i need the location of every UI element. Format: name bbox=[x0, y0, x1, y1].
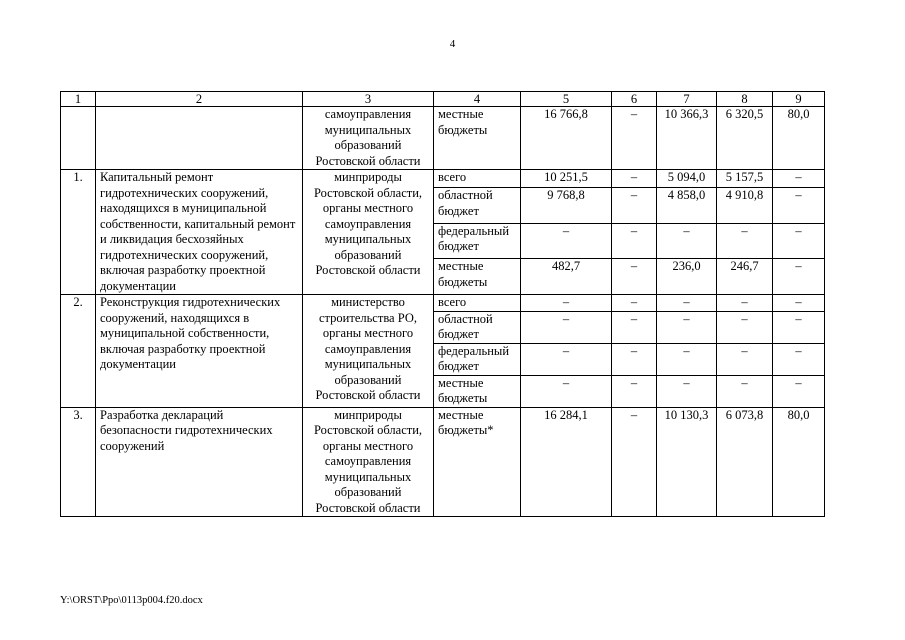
value-cell: – bbox=[773, 295, 825, 312]
value-cell: – bbox=[773, 188, 825, 224]
measure-name-cell bbox=[96, 107, 303, 170]
source-cell: областной бюджет bbox=[434, 311, 521, 343]
value-cell: 9 768,8 bbox=[521, 188, 612, 224]
value-cell: – bbox=[612, 295, 657, 312]
header-cell: 2 bbox=[96, 92, 303, 107]
file-path-footer: Y:\ORST\Ppo\0113p004.f20.docx bbox=[60, 595, 203, 606]
budget-table bbox=[60, 91, 825, 517]
value-cell: 5 094,0 bbox=[657, 170, 717, 188]
header-cell: 1 bbox=[61, 92, 96, 107]
header-cell: 3 bbox=[303, 92, 434, 107]
header-cell: 4 bbox=[434, 92, 521, 107]
value-cell: 4 858,0 bbox=[657, 188, 717, 224]
value-cell: – bbox=[612, 407, 657, 517]
row-number-cell bbox=[61, 107, 96, 170]
value-cell: – bbox=[773, 343, 825, 375]
value-cell: – bbox=[657, 343, 717, 375]
value-cell: – bbox=[612, 375, 657, 407]
value-cell: – bbox=[521, 343, 612, 375]
value-cell: – bbox=[717, 295, 773, 312]
value-cell: – bbox=[717, 343, 773, 375]
value-cell: – bbox=[612, 107, 657, 170]
value-cell: – bbox=[657, 375, 717, 407]
value-cell: 482,7 bbox=[521, 259, 612, 295]
header-cell: 5 bbox=[521, 92, 612, 107]
value-cell: – bbox=[717, 375, 773, 407]
value-cell: 16 284,1 bbox=[521, 407, 612, 517]
header-cell: 7 bbox=[657, 92, 717, 107]
executor-cell: минприроды Ростовской области, органы местного самоуправления муниципальных образований Ростовской области bbox=[303, 407, 434, 517]
value-cell: – bbox=[717, 311, 773, 343]
value-cell: – bbox=[773, 223, 825, 259]
value-cell: – bbox=[657, 311, 717, 343]
source-cell: федеральный бюджет bbox=[434, 343, 521, 375]
header-cell: 6 bbox=[612, 92, 657, 107]
value-cell: 6 073,8 bbox=[717, 407, 773, 517]
value-cell: – bbox=[773, 259, 825, 295]
value-cell: 6 320,5 bbox=[717, 107, 773, 170]
value-cell: – bbox=[657, 223, 717, 259]
value-cell: – bbox=[612, 223, 657, 259]
value-cell: – bbox=[612, 259, 657, 295]
value-cell: – bbox=[773, 311, 825, 343]
source-cell: федеральный бюджет bbox=[434, 223, 521, 259]
value-cell: 10 130,3 bbox=[657, 407, 717, 517]
source-cell: местные бюджеты* bbox=[434, 407, 521, 517]
executor-cell: минприроды Ростовской области, органы местного самоуправления муниципальных образований Ростовской области bbox=[303, 170, 434, 295]
table-row bbox=[61, 295, 825, 312]
value-cell: – bbox=[657, 295, 717, 312]
value-cell: 10 366,3 bbox=[657, 107, 717, 170]
continuation-row bbox=[61, 107, 825, 170]
value-cell: 4 910,8 bbox=[717, 188, 773, 224]
table-row bbox=[61, 170, 825, 188]
value-cell: – bbox=[612, 311, 657, 343]
executor-cell: министерство строительства РО, органы местного самоуправления муниципальных образований Ростовской области bbox=[303, 295, 434, 408]
table-row bbox=[61, 407, 825, 517]
measure-name-cell: Капитальный ремонт гидротехнических сооружений, находящихся в муниципальной собственности, капитальный ремонт и ликвидация бесхозяйных гидротехнических сооружений, включая разработку проектной документации bbox=[96, 170, 303, 295]
value-cell: – bbox=[612, 170, 657, 188]
measure-name-cell: Разработка деклараций безопасности гидротехнических сооружений bbox=[96, 407, 303, 517]
source-cell: всего bbox=[434, 295, 521, 312]
value-cell: 80,0 bbox=[773, 407, 825, 517]
header-cell: 8 bbox=[717, 92, 773, 107]
value-cell: – bbox=[612, 343, 657, 375]
source-cell: местные бюджеты bbox=[434, 259, 521, 295]
value-cell: 10 251,5 bbox=[521, 170, 612, 188]
value-cell: 246,7 bbox=[717, 259, 773, 295]
source-cell: областной бюджет bbox=[434, 188, 521, 224]
value-cell: – bbox=[521, 295, 612, 312]
row-number-cell: 1. bbox=[61, 170, 96, 295]
header-row bbox=[61, 92, 825, 107]
value-cell: – bbox=[612, 188, 657, 224]
value-cell: – bbox=[521, 223, 612, 259]
row-number-cell: 2. bbox=[61, 295, 96, 408]
value-cell: 16 766,8 bbox=[521, 107, 612, 170]
header-cell: 9 bbox=[773, 92, 825, 107]
value-cell: – bbox=[717, 223, 773, 259]
source-cell: всего bbox=[434, 170, 521, 188]
value-cell: – bbox=[773, 375, 825, 407]
row-number-cell: 3. bbox=[61, 407, 96, 517]
value-cell: 236,0 bbox=[657, 259, 717, 295]
measure-name-cell: Реконструкция гидротехнических сооружений, находящихся в муниципальной собственности, включая разработку проектной документации bbox=[96, 295, 303, 408]
source-cell: местные бюджеты bbox=[434, 107, 521, 170]
value-cell: – bbox=[521, 311, 612, 343]
value-cell: – bbox=[773, 170, 825, 188]
value-cell: – bbox=[521, 375, 612, 407]
executor-cell: самоуправления муниципальных образований Ростовской области bbox=[303, 107, 434, 170]
value-cell: 5 157,5 bbox=[717, 170, 773, 188]
source-cell: местные бюджеты bbox=[434, 375, 521, 407]
page-number: 4 bbox=[449, 38, 456, 50]
value-cell: 80,0 bbox=[773, 107, 825, 170]
